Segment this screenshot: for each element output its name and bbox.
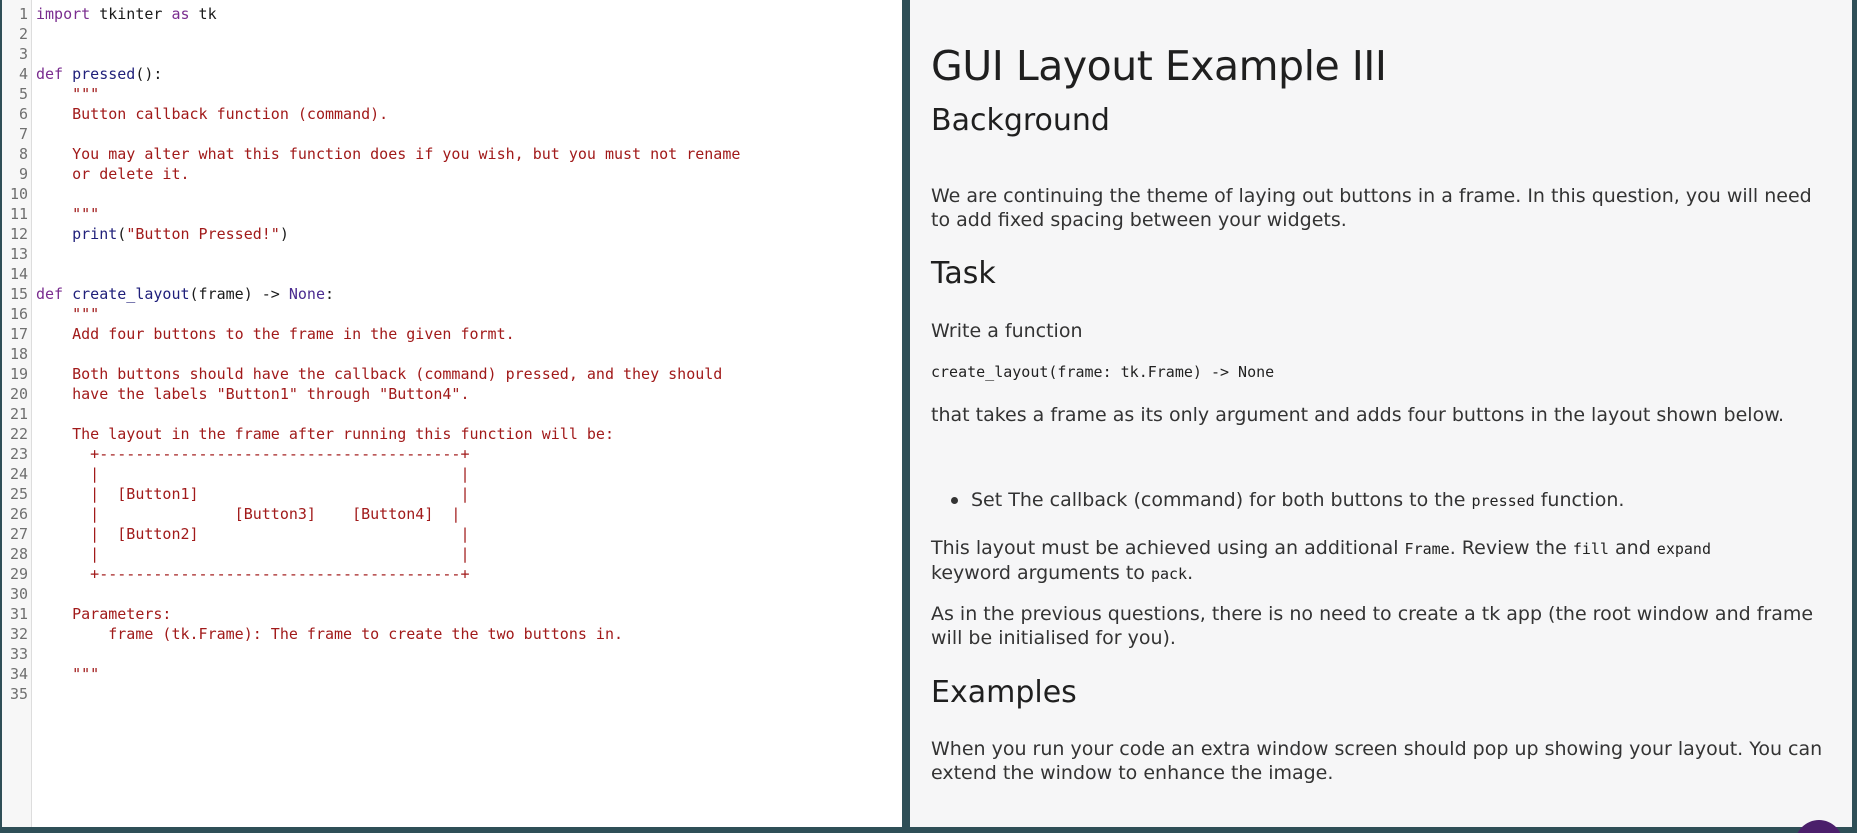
code-line[interactable]: [2, 584, 902, 604]
code-token: """: [36, 665, 100, 683]
list-item: [931, 488, 1831, 513]
code-line[interactable]: [2, 244, 902, 264]
code-line[interactable]: [2, 564, 902, 584]
code-line[interactable]: [2, 344, 902, 364]
line-content: [36, 384, 469, 404]
line-content: [36, 624, 623, 644]
line-content: [36, 4, 217, 24]
layout-text-2: . Review the: [1449, 537, 1573, 559]
line-content: [36, 144, 740, 164]
code-token: | |: [36, 545, 470, 563]
code-token: have the labels "Button1" through "Button4".: [36, 385, 470, 403]
task-intro: Write a function: [931, 320, 1083, 342]
line-number: 10: [9, 185, 28, 203]
code-token: | [Button1] |: [36, 485, 470, 503]
code-token: Add four buttons to the frame in the given formt.: [36, 325, 515, 343]
code-line[interactable]: [2, 264, 902, 284]
code-token: [63, 65, 72, 83]
code-line[interactable]: [2, 24, 902, 44]
code-line[interactable]: [2, 424, 902, 444]
code-token: (frame) ->: [189, 285, 289, 303]
line-content: [36, 664, 99, 684]
line-content: [36, 564, 469, 584]
code-area[interactable]: [2, 4, 902, 704]
line-content: [36, 484, 469, 504]
task-heading: Task: [931, 256, 996, 291]
line-number: 5: [18, 85, 28, 103]
line-number: 33: [9, 645, 28, 663]
line-number: 2: [18, 25, 28, 43]
examples-heading: Examples: [931, 675, 1077, 710]
layout-text-4: keyword arguments to: [931, 562, 1151, 584]
code-line[interactable]: [2, 524, 902, 544]
code-token: Both buttons should have the callback (command) pressed, and they should: [36, 365, 723, 383]
line-content: [36, 524, 469, 544]
code-token: create_layout: [72, 285, 190, 303]
code-token: frame (tk.Frame): The frame to create the two buttons in.: [36, 625, 623, 643]
code-line[interactable]: [2, 284, 902, 304]
code-line[interactable]: [2, 604, 902, 624]
line-content: [36, 164, 190, 184]
line-number: 17: [9, 325, 28, 343]
code-line[interactable]: [2, 384, 902, 404]
code-line[interactable]: [2, 104, 902, 124]
code-token: tkinter: [90, 5, 172, 23]
previous-questions-paragraph: As in the previous questions, there is no need to create a tk app (the root window and frame will be initialised for you).: [931, 603, 1814, 649]
code-token: None: [288, 285, 325, 303]
line-number: 20: [9, 385, 28, 403]
requirements-list: [931, 488, 1831, 513]
page-title: GUI Layout Example III: [931, 42, 1387, 90]
line-number: 14: [9, 265, 28, 283]
code-token: You may alter what this function does if you wish, but you must not rename: [36, 145, 741, 163]
code-token: ():: [135, 65, 163, 83]
examples-paragraph: When you run your code an extra window screen should pop up showing your layout. You can extend the window to enhance the image.: [931, 738, 1823, 784]
code-line[interactable]: [2, 624, 902, 644]
code-line[interactable]: [2, 504, 902, 524]
code-line[interactable]: [2, 164, 902, 184]
code-line[interactable]: [2, 224, 902, 244]
line-content: [36, 304, 99, 324]
line-content: [36, 284, 334, 304]
code-token: +----------------------------------------+: [36, 445, 470, 463]
line-number: 31: [9, 605, 28, 623]
inline-code-pack: pack: [1150, 565, 1188, 583]
code-line[interactable]: [2, 4, 902, 24]
code-line[interactable]: [2, 544, 902, 564]
code-line[interactable]: [2, 184, 902, 204]
pane-divider[interactable]: [902, 0, 910, 827]
inline-code-frame: Frame: [1404, 540, 1450, 558]
inline-code-pressed: pressed: [1471, 492, 1535, 510]
code-line[interactable]: [2, 84, 902, 104]
line-number: 21: [9, 405, 28, 423]
code-line[interactable]: [2, 44, 902, 64]
line-number: 25: [9, 485, 28, 503]
code-token: Button callback function (command).: [36, 105, 389, 123]
code-token: import: [36, 5, 91, 23]
code-token: def: [36, 285, 64, 303]
line-content: [36, 324, 515, 344]
code-token: def: [36, 65, 64, 83]
code-line[interactable]: [2, 304, 902, 324]
line-number: 11: [9, 205, 28, 223]
bullet-text-pre: Set The callback (command) for both buttons to the: [971, 489, 1472, 511]
code-line[interactable]: [2, 364, 902, 384]
code-token: | |: [36, 465, 470, 483]
line-number: 30: [9, 585, 28, 603]
layout-text-3: and: [1608, 537, 1657, 559]
line-content: [36, 544, 469, 564]
line-content: [36, 64, 162, 84]
line-content: [36, 424, 614, 444]
code-line[interactable]: [2, 204, 902, 224]
line-number: 28: [9, 545, 28, 563]
line-number: 32: [9, 625, 28, 643]
line-number: 8: [18, 145, 28, 163]
line-content: [36, 84, 99, 104]
code-token: Parameters:: [36, 605, 172, 623]
line-number: 6: [18, 105, 28, 123]
line-number: 24: [9, 465, 28, 483]
code-line[interactable]: [2, 664, 902, 684]
bullet-text-post: function.: [1534, 489, 1625, 511]
code-token: +----------------------------------------+: [36, 565, 470, 583]
background-heading: Background: [931, 103, 1110, 138]
background-paragraph: We are continuing the theme of laying out buttons in a frame. In this question, you will need to add fixed spacing between your widgets.: [931, 185, 1812, 231]
code-token: The layout in the frame after running this function will be:: [36, 425, 614, 443]
task-description: that takes a frame as its only argument and adds four buttons in the layout shown below.: [931, 404, 1785, 426]
line-content: [36, 224, 289, 244]
code-line[interactable]: [2, 404, 902, 424]
line-number: 1: [18, 5, 28, 23]
line-number: 27: [9, 525, 28, 543]
line-content: [36, 444, 469, 464]
code-line[interactable]: [2, 464, 902, 484]
function-signature: create_layout(frame: tk.Frame) -> None: [931, 363, 1275, 381]
line-number: 3: [18, 45, 28, 63]
code-line[interactable]: [2, 64, 902, 84]
layout-paragraph: [931, 536, 1831, 586]
line-content: [36, 204, 99, 224]
line-number: 35: [9, 685, 28, 703]
code-token: [63, 285, 72, 303]
code-token: [36, 225, 72, 243]
code-token: pressed: [72, 65, 136, 83]
line-number: 9: [18, 165, 28, 183]
line-content: [36, 504, 460, 524]
inline-code-fill: fill: [1572, 540, 1609, 558]
code-token: print: [72, 225, 118, 243]
line-number: 34: [9, 665, 28, 683]
code-line[interactable]: [2, 684, 902, 704]
code-line[interactable]: [2, 484, 902, 504]
code-token: """: [36, 205, 100, 223]
code-token: as: [171, 5, 190, 23]
code-token: "Button Pressed!": [126, 225, 280, 243]
line-number: 4: [18, 65, 28, 83]
bottom-border: [0, 827, 1857, 833]
code-line[interactable]: [2, 444, 902, 464]
code-line[interactable]: [2, 324, 902, 344]
code-line[interactable]: [2, 644, 902, 664]
line-number: 16: [9, 305, 28, 323]
code-token: tk: [189, 5, 217, 23]
code-token: | [Button2] |: [36, 525, 470, 543]
bullet-icon: [951, 497, 958, 504]
line-number: 23: [9, 445, 28, 463]
code-line[interactable]: [2, 144, 902, 164]
line-number: 7: [18, 125, 28, 143]
code-token: | [Button3] [Button4] |: [36, 505, 461, 523]
line-content: [36, 104, 388, 124]
line-number: 22: [9, 425, 28, 443]
code-line[interactable]: [2, 124, 902, 144]
line-content: [36, 364, 722, 384]
line-number: 29: [9, 565, 28, 583]
line-content: [36, 604, 171, 624]
line-number: 12: [9, 225, 28, 243]
line-number: 26: [9, 505, 28, 523]
line-number: 15: [9, 285, 28, 303]
layout-text-1: This layout must be achieved using an additional: [931, 537, 1405, 559]
line-content: [36, 464, 469, 484]
code-token: ): [279, 225, 289, 243]
line-number: 19: [9, 365, 28, 383]
code-token: """: [36, 305, 100, 323]
line-number: 13: [9, 245, 28, 263]
layout-text-5: .: [1187, 562, 1194, 584]
instructions-panel: [910, 0, 1852, 827]
code-editor[interactable]: [2, 0, 902, 827]
inline-code-expand: expand: [1656, 540, 1711, 558]
code-token: or delete it.: [36, 165, 190, 183]
code-token: """: [36, 85, 100, 103]
code-token: :: [325, 285, 335, 303]
line-number: 18: [9, 345, 28, 363]
code-token: (: [117, 225, 127, 243]
